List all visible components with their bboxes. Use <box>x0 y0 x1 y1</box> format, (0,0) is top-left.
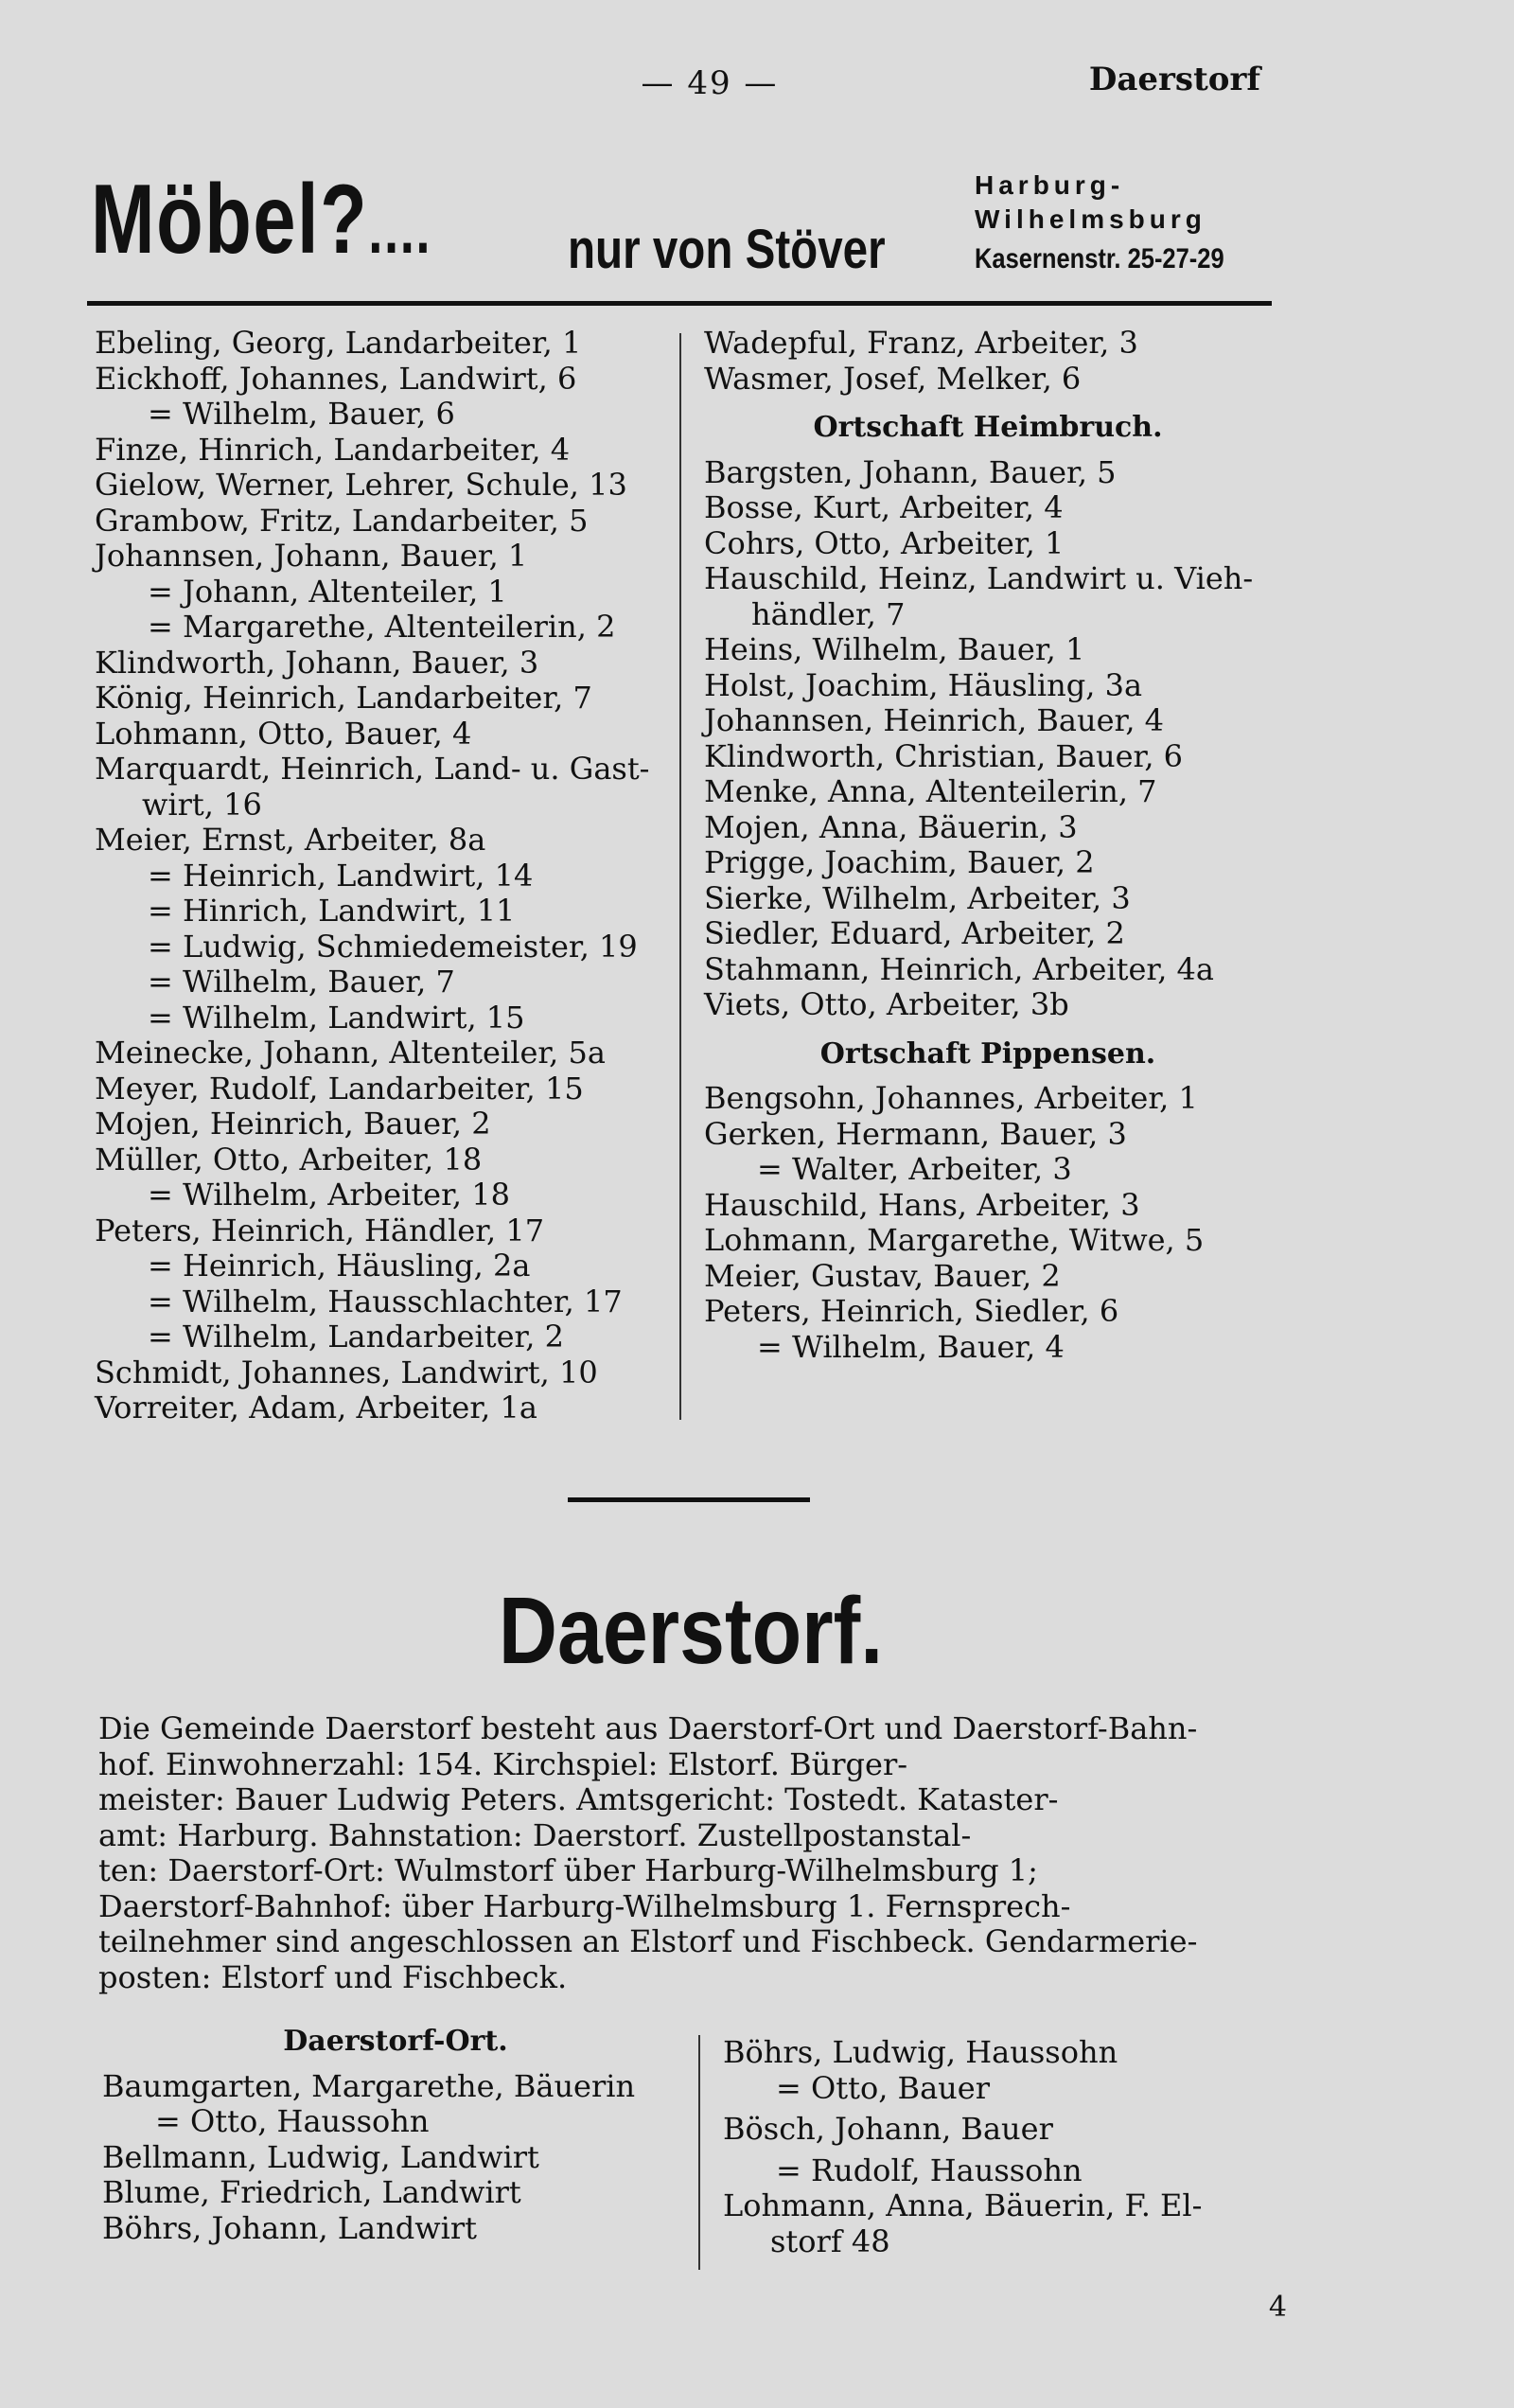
intro-line: amt: Harburg. Bahnstation: Daerstorf. Zustellpostanstal- <box>98 1816 972 1853</box>
list-item: Finze, Hinrich, Landarbeiter, 4 <box>95 431 571 468</box>
list-item: Eickhoff, Johannes, Landwirt, 6 <box>95 360 577 397</box>
list-item: = Heinrich, Häusling, 2a <box>148 1248 531 1284</box>
list-item: Cohrs, Otto, Arbeiter, 1 <box>704 524 1065 561</box>
intro-line: ten: Daerstorf-Ort: Wulmstorf über Harburg-Wilhelmsburg 1; <box>98 1852 1038 1888</box>
list-item: Peters, Heinrich, Händler, 17 <box>95 1212 545 1248</box>
list-item: händler, 7 <box>751 595 906 632</box>
list-item: Lohmann, Otto, Bauer, 4 <box>95 715 472 752</box>
ad-slogan: nur von Stöver <box>568 219 886 280</box>
list-item: Heins, Wilhelm, Bauer, 1 <box>704 631 1085 667</box>
section-heading-pippensen: Ortschaft Pippensen. <box>819 1036 1156 1071</box>
list-item: Klindworth, Christian, Bauer, 6 <box>704 737 1184 774</box>
section-heading-ort: Daerstorf-Ort. <box>283 2025 508 2058</box>
list-item: Holst, Joachim, Häusling, 3a <box>704 666 1143 703</box>
list-item: = Walter, Arbeiter, 3 <box>757 1151 1072 1187</box>
list-item: Peters, Heinrich, Siedler, 6 <box>704 1293 1119 1329</box>
list-item: Klindworth, Johann, Bauer, 3 <box>95 644 539 681</box>
page-number: — 49 — <box>641 64 779 102</box>
column-divider <box>679 333 681 1420</box>
intro-line: posten: Elstorf und Fischbeck. <box>98 1958 568 1995</box>
ad-city-1: Harburg- <box>975 170 1125 200</box>
ort-left-column <box>102 2024 689 2246</box>
list-item: = Ludwig, Schmiedemeister, 19 <box>148 928 638 965</box>
header-rule <box>87 301 1272 306</box>
intro-line: hof. Einwohnerzahl: 154. Kirchspiel: Elstorf. Bürger- <box>98 1745 908 1782</box>
section-separator <box>568 1497 810 1502</box>
right-column <box>704 326 1272 1365</box>
list-item: = Rudolf, Haussohn <box>776 2151 1083 2188</box>
list-item: = Otto, Bauer <box>776 2069 990 2106</box>
list-item: Menke, Anna, Altenteilerin, 7 <box>704 773 1157 809</box>
ad-street: Kasernenstr. 25-27-29 <box>975 243 1224 274</box>
list-item: Lohmann, Anna, Bäuerin, F. El- <box>723 2187 1203 2223</box>
list-item: = Wilhelm, Bauer, 6 <box>148 396 455 432</box>
list-item: Bengsohn, Johannes, Arbeiter, 1 <box>704 1080 1198 1116</box>
intro-paragraph <box>98 1711 1281 1995</box>
ort-right-column <box>723 2035 1291 2259</box>
list-item: Bösch, Johann, Bauer <box>723 2111 1053 2147</box>
intro-line: Die Gemeinde Daerstorf besteht aus Daerstorf-Ort und Daerstorf-Bahn- <box>98 1710 1198 1746</box>
ad-moebel: Möbel? <box>91 165 369 274</box>
list-item: Hauschild, Hans, Arbeiter, 3 <box>704 1186 1140 1223</box>
list-item: Mojen, Heinrich, Bauer, 2 <box>95 1106 491 1142</box>
ad-dots: .... <box>368 193 432 267</box>
list-item: = Wilhelm, Bauer, 7 <box>148 964 455 1000</box>
list-item: Vorreiter, Adam, Arbeiter, 1a <box>95 1390 537 1425</box>
list-item: Sierke, Wilhelm, Arbeiter, 3 <box>704 879 1131 916</box>
ad-headline <box>91 165 432 274</box>
list-item: Baumgarten, Margarethe, Bäuerin <box>102 2067 636 2104</box>
list-item: Ebeling, Georg, Landarbeiter, 1 <box>95 325 582 361</box>
list-item: Meier, Gustav, Bauer, 2 <box>704 1257 1061 1294</box>
list-item: storf 48 <box>770 2222 890 2259</box>
list-item: Müller, Otto, Arbeiter, 18 <box>95 1141 483 1177</box>
list-item: Bosse, Kurt, Arbeiter, 4 <box>704 489 1064 525</box>
intro-line: teilnehmer sind angeschlossen an Elstorf und Fischbeck. Gendarmerie- <box>98 1923 1198 1959</box>
list-item: = Wilhelm, Arbeiter, 18 <box>148 1177 510 1213</box>
list-item: Stahmann, Heinrich, Arbeiter, 4a <box>704 950 1214 987</box>
list-item: Hauschild, Heinz, Landwirt u. Vieh- <box>704 560 1254 596</box>
list-item: = Heinrich, Landwirt, 14 <box>148 857 534 894</box>
column-divider <box>698 2035 700 2270</box>
list-item: Gielow, Werner, Lehrer, Schule, 13 <box>95 467 627 503</box>
list-item: Gerken, Hermann, Bauer, 3 <box>704 1115 1127 1152</box>
list-item: = Johann, Altenteiler, 1 <box>148 573 507 610</box>
list-item: = Margarethe, Altenteilerin, 2 <box>148 609 616 645</box>
list-item: Blume, Friedrich, Landwirt <box>102 2174 521 2210</box>
list-item: Prigge, Joachim, Bauer, 2 <box>704 844 1095 880</box>
section-heading-heimbruch: Ortschaft Heimbruch. <box>813 411 1163 444</box>
list-item: Bellmann, Ludwig, Landwirt <box>102 2138 539 2175</box>
list-item: Lohmann, Margarethe, Witwe, 5 <box>704 1222 1205 1258</box>
list-item: Marquardt, Heinrich, Land- u. Gast- <box>95 751 650 787</box>
list-item: Wadepful, Franz, Arbeiter, 3 <box>704 325 1138 361</box>
intro-line: Daerstorf-Bahnhof: über Harburg-Wilhelmsburg 1. Fernsprech- <box>98 1887 1071 1924</box>
list-item: = Wilhelm, Hausschlachter, 17 <box>148 1283 623 1319</box>
section-title: Daerstorf. <box>498 1578 884 1684</box>
ad-address <box>975 168 1268 276</box>
left-column <box>95 326 662 1426</box>
list-item: Wasmer, Josef, Melker, 6 <box>704 360 1082 397</box>
list-item: Bargsten, Johann, Bauer, 5 <box>704 453 1117 490</box>
intro-line: meister: Bauer Ludwig Peters. Amtsgericht: Tostedt. Kataster- <box>98 1781 1059 1817</box>
list-item: Schmidt, Johannes, Landwirt, 10 <box>95 1354 598 1390</box>
signature-mark: 4 <box>1268 2291 1287 2324</box>
list-item: Viets, Otto, Arbeiter, 3b <box>704 986 1069 1022</box>
list-item: = Wilhelm, Landarbeiter, 2 <box>148 1319 564 1354</box>
list-item: Mojen, Anna, Bäuerin, 3 <box>704 808 1078 845</box>
list-item: Meyer, Rudolf, Landarbeiter, 15 <box>95 1070 584 1107</box>
list-item: = Wilhelm, Landwirt, 15 <box>148 999 525 1036</box>
list-item: = Otto, Haussohn <box>155 2103 430 2139</box>
list-item: = Hinrich, Landwirt, 11 <box>148 893 516 929</box>
list-item: Siedler, Eduard, Arbeiter, 2 <box>704 915 1125 951</box>
list-item: = Wilhelm, Bauer, 4 <box>757 1328 1065 1365</box>
list-item: Böhrs, Ludwig, Haussohn <box>723 2034 1118 2070</box>
list-item: Johannsen, Heinrich, Bauer, 4 <box>704 702 1165 738</box>
list-item: Johannsen, Johann, Bauer, 1 <box>95 538 528 574</box>
running-head: Daerstorf <box>1088 61 1260 98</box>
list-item: wirt, 16 <box>142 786 262 823</box>
list-item: Böhrs, Johann, Landwirt <box>102 2209 477 2246</box>
list-item: Grambow, Fritz, Landarbeiter, 5 <box>95 502 589 539</box>
list-item: Meier, Ernst, Arbeiter, 8a <box>95 822 486 858</box>
list-item: Meinecke, Johann, Altenteiler, 5a <box>95 1035 606 1071</box>
list-item: König, Heinrich, Landarbeiter, 7 <box>95 680 592 716</box>
ad-city-2: Wilhelmsburg <box>975 204 1206 234</box>
